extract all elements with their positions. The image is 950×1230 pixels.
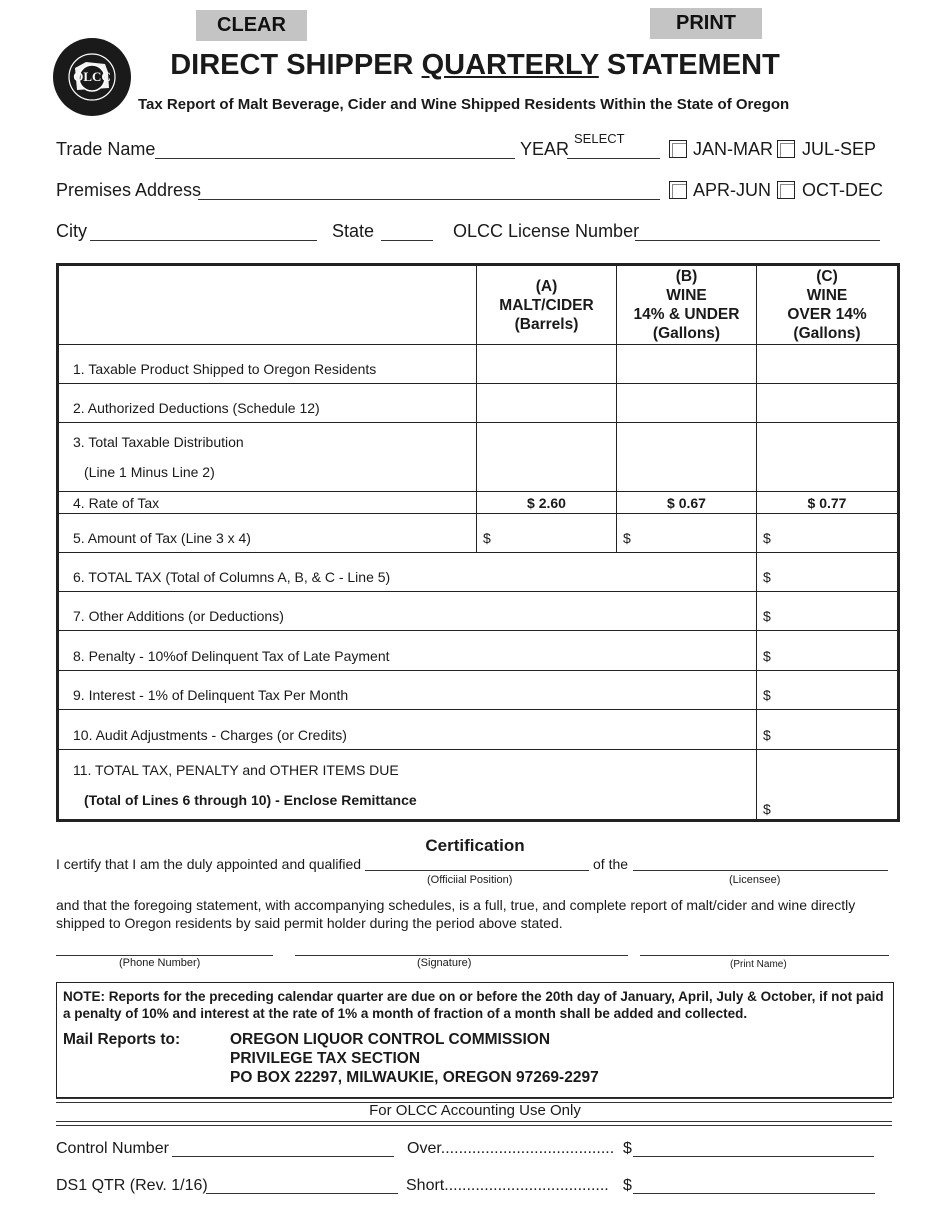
checkbox-oct-dec[interactable] (777, 181, 795, 199)
certification-paragraph: and that the foregoing statement, with accompanying schedules, is a full, true, and complete report of malt/cider and wine directly shipped to Oregon residents by said permit holder during the period above stated. (56, 897, 856, 931)
table-row (58, 671, 899, 710)
short-dollar: $ (623, 1177, 632, 1194)
certify-text: I certify that I am the duly appointed and qualified (56, 856, 362, 872)
table-row (58, 514, 899, 553)
table-row (58, 750, 899, 821)
accounting-heading: For OLCC Accounting Use Only (369, 1102, 581, 1119)
licensee-caption: (Licensee) (729, 874, 781, 886)
row-3-col-c[interactable] (757, 423, 899, 492)
over-dollar: $ (623, 1140, 632, 1157)
title-pre: DIRECT SHIPPER (170, 49, 422, 81)
trade-name-field[interactable] (155, 158, 515, 159)
row-6-label: 6. TOTAL TAX (Total of Columns A, B, & C - Line 5) (58, 553, 757, 592)
row-1-label: 1. Taxable Product Shipped to Oregon Residents (58, 345, 477, 384)
mail-label: Mail Reports to: (63, 1031, 181, 1048)
row-3-label: 3. Total Taxable Distribution (Line 1 Minus Line 2) (58, 423, 477, 492)
row-3-col-b[interactable] (617, 423, 757, 492)
title-underlined: QUARTERLY (421, 49, 599, 81)
short-label: Short..................................... (406, 1177, 609, 1194)
checkbox-jul-sep[interactable] (777, 140, 795, 158)
mail-address-2: PRIVILEGE TAX SECTION (230, 1050, 421, 1067)
of-the-text: of the (593, 856, 629, 872)
table-header-row (58, 265, 899, 345)
certification-heading: Certification (425, 836, 525, 855)
print-name-field[interactable] (640, 955, 889, 956)
row-7-label: 7. Other Additions (or Deductions) (58, 592, 757, 631)
premises-label: Premises Address (56, 180, 202, 200)
apr-jun-label: APR-JUN (693, 180, 772, 200)
logo-text: OLCC (73, 69, 111, 84)
oct-dec-label: OCT-DEC (802, 180, 883, 200)
col-c-header: (C) WINE OVER 14% (Gallons) (757, 265, 899, 345)
mail-address-3: PO BOX 22297, MILWAUKIE, OREGON 97269-2297 (230, 1069, 599, 1086)
row-5-col-b[interactable]: $ (617, 514, 757, 553)
row-9-label: 9. Interest - 1% of Delinquent Tax Per Month (58, 671, 757, 710)
licensee-field[interactable] (633, 870, 888, 871)
short-amount-field[interactable] (633, 1193, 875, 1194)
table-row (58, 423, 899, 492)
rate-a: $ 2.60 (477, 492, 617, 514)
row-5-label: 5. Amount of Tax (Line 3 x 4) (58, 514, 477, 553)
year-label: YEAR (520, 139, 570, 159)
row-8-amount[interactable]: $ (757, 631, 899, 671)
mail-address-1: OREGON LIQUOR CONTROL COMMISSION (230, 1031, 551, 1048)
row-6-amount[interactable]: $ (757, 553, 899, 592)
ds1-label: DS1 QTR (Rev. 1/16) (56, 1177, 208, 1194)
tax-table (56, 263, 900, 822)
row-2-col-a[interactable] (477, 384, 617, 423)
row-9-amount[interactable]: $ (757, 671, 899, 710)
trade-name-label: Trade Name (56, 139, 156, 159)
title-post: STATEMENT (598, 49, 780, 81)
col-b-header: (B) WINE 14% & UNDER (Gallons) (617, 265, 757, 345)
phone-field[interactable] (56, 955, 273, 956)
jan-mar-label: JAN-MAR (693, 139, 773, 159)
row-10-label: 10. Audit Adjustments - Charges (or Credits) (58, 710, 757, 750)
ds1-field[interactable] (206, 1193, 398, 1194)
over-label: Over....................................... (407, 1140, 615, 1157)
rate-b: $ 0.67 (617, 492, 757, 514)
table-row (58, 592, 899, 631)
table-row (58, 631, 899, 671)
jul-sep-label: JUL-SEP (802, 139, 877, 159)
table-row (58, 384, 899, 423)
control-number-label: Control Number (56, 1140, 169, 1157)
row-10-amount[interactable]: $ (757, 710, 899, 750)
phone-caption: (Phone Number) (119, 957, 201, 969)
state-field[interactable] (381, 240, 433, 241)
official-position-field[interactable] (365, 870, 589, 871)
checkbox-jan-mar[interactable] (669, 140, 687, 158)
signature-caption: (Signature) (417, 957, 472, 969)
accounting-divider-bottom (56, 1121, 892, 1126)
table-row (58, 492, 899, 514)
clear-button[interactable]: CLEAR (196, 10, 307, 41)
rate-c: $ 0.77 (757, 492, 899, 514)
year-field[interactable] (567, 158, 660, 159)
row-7-amount[interactable]: $ (757, 592, 899, 631)
subtitle: Tax Report of Malt Beverage, Cider and Wine Shipped Residents Within the State of Oregon (138, 96, 790, 113)
print-button[interactable]: PRINT (650, 8, 762, 39)
official-position-caption: (Officiial Position) (427, 874, 513, 886)
row-5-col-c[interactable]: $ (757, 514, 899, 553)
year-select[interactable]: SELECT (574, 131, 625, 146)
row-1-col-a[interactable] (477, 345, 617, 384)
license-field[interactable] (635, 240, 880, 241)
col-a-header: (A) MALT/CIDER (Barrels) (477, 265, 617, 345)
row-2-col-b[interactable] (617, 384, 757, 423)
city-field[interactable] (90, 240, 317, 241)
row-5-col-a[interactable]: $ (477, 514, 617, 553)
checkbox-apr-jun[interactable] (669, 181, 687, 199)
license-label: OLCC License Number (453, 221, 640, 241)
note-text: NOTE: Reports for the preceding calendar quarter are due on or before the 20th day of January, April, July & October, if not paid a penalty of 10% and interest at the rate of 1% a month of fraction of a month shall be added and collected. (63, 989, 884, 1021)
row-11-amount[interactable]: $ (757, 750, 899, 821)
header-blank-cell (58, 265, 477, 345)
row-2-col-c[interactable] (757, 384, 899, 423)
signature-field[interactable] (295, 955, 628, 956)
state-label: State (332, 221, 375, 241)
page-title (0, 49, 950, 82)
row-4-label: 4. Rate of Tax (58, 492, 477, 514)
row-2-label: 2. Authorized Deductions (Schedule 12) (58, 384, 477, 423)
table-row (58, 345, 899, 384)
row-8-label: 8. Penalty - 10%of Delinquent Tax of Late Payment (58, 631, 757, 671)
row-11-label: 11. TOTAL TAX, PENALTY and OTHER ITEMS DUE (Total of Lines 6 through 10) - Enclose Remittance (58, 750, 757, 821)
city-label: City (56, 221, 87, 241)
control-number-field[interactable] (172, 1156, 394, 1157)
premises-field[interactable] (198, 199, 660, 200)
table-row (58, 710, 899, 750)
row-3-col-a[interactable] (477, 423, 617, 492)
print-name-caption: (Print Name) (730, 959, 787, 970)
note-box (56, 982, 894, 1098)
table-row (58, 553, 899, 592)
row-1-col-b[interactable] (617, 345, 757, 384)
over-amount-field[interactable] (633, 1156, 874, 1157)
row-1-col-c[interactable] (757, 345, 899, 384)
